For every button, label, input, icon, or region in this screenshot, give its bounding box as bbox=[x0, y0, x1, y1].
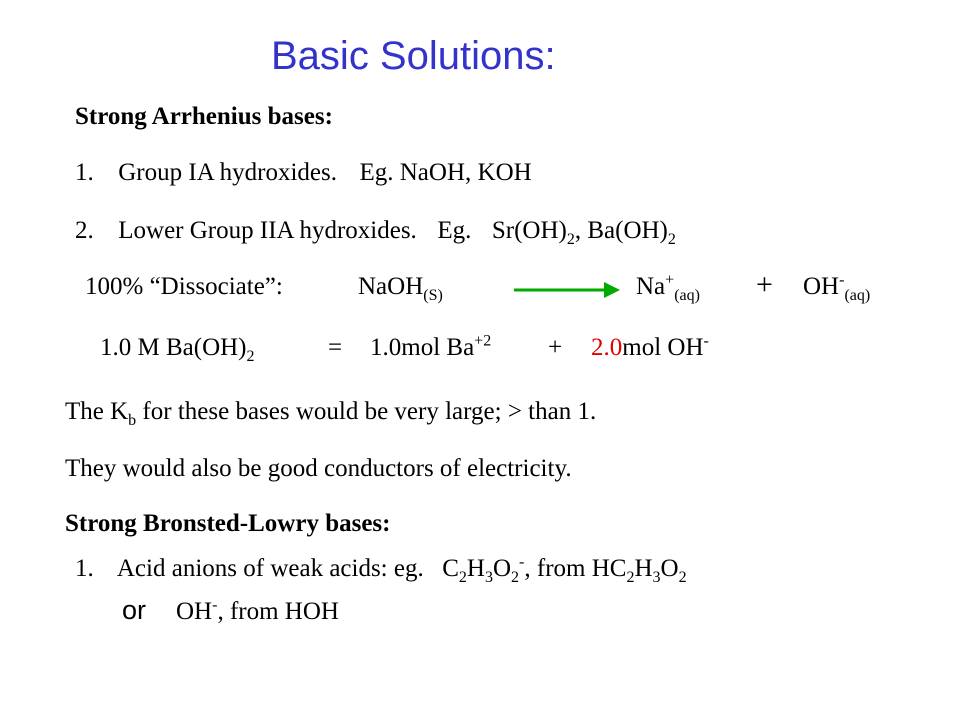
acetate-ion: $C_2H_3O_2^-$ bbox=[442, 553, 525, 586]
molarity-plus: + bbox=[548, 334, 563, 361]
molarity-ba: 1.0mol $Ba^{+2}$ bbox=[370, 332, 492, 361]
molarity-left: 1.0 M $Ba(OH)_2$ bbox=[100, 334, 255, 365]
dissociate-label: 100% “Dissociate”: bbox=[85, 273, 283, 300]
arrhenius-item-2: 2. Lower Group IIA hydroxides. Eg. $Sr(OH)_2$, $Ba(OH)_2$ bbox=[75, 217, 676, 248]
bronsted-item-2: OH-, from HOH bbox=[176, 596, 339, 625]
bronsted-heading: Strong Bronsted-Lowry bases: bbox=[65, 510, 391, 537]
plus-sign: + bbox=[756, 268, 773, 301]
reaction-arrow-icon bbox=[512, 280, 622, 300]
red-coefficient: 2.0 bbox=[591, 334, 623, 361]
bronsted-item-1: 1. Acid anions of weak acids: eg. $C_2H_3O_2^-$, from $HC_2H_3O_2$ bbox=[75, 553, 687, 586]
formula-sr-oh: $Sr(OH)_2$ bbox=[491, 217, 575, 248]
arrhenius-item-1 bbox=[75, 159, 532, 187]
item-number: 2. bbox=[75, 217, 94, 244]
arrhenius-heading: Strong Arrhenius bases: bbox=[75, 103, 333, 130]
or-connector: or bbox=[122, 595, 147, 625]
equals-sign: = bbox=[328, 334, 343, 361]
item-text: Acid anions of weak acids: eg. bbox=[116, 555, 424, 582]
kb-statement: The $K_b$ for these bases would be very large; > than 1. bbox=[65, 398, 597, 429]
item-text: Group IA hydroxides. bbox=[118, 159, 337, 186]
molarity-oh: 2.0mol OH- bbox=[591, 332, 709, 361]
page-title: Basic Solutions: bbox=[271, 34, 556, 78]
reactant-naoh: NaOH$_{(S)}$ bbox=[358, 273, 443, 304]
item-example: Eg. NaOH, KOH bbox=[359, 159, 532, 186]
item-number: 1. bbox=[75, 159, 94, 186]
item-text: Lower Group IIA hydroxides. bbox=[118, 217, 417, 244]
product-oh: $OH^-_{(aq)}$ bbox=[803, 271, 871, 304]
item-example-prefix: Eg. bbox=[437, 217, 472, 244]
formula-ba-oh: $Ba(OH)_2$ bbox=[587, 217, 676, 248]
item-number: 1. bbox=[75, 555, 94, 582]
product-na: $Na^+_{(aq)}$ bbox=[636, 271, 700, 304]
conductor-statement: They would also be good conductors of electricity. bbox=[65, 455, 572, 482]
